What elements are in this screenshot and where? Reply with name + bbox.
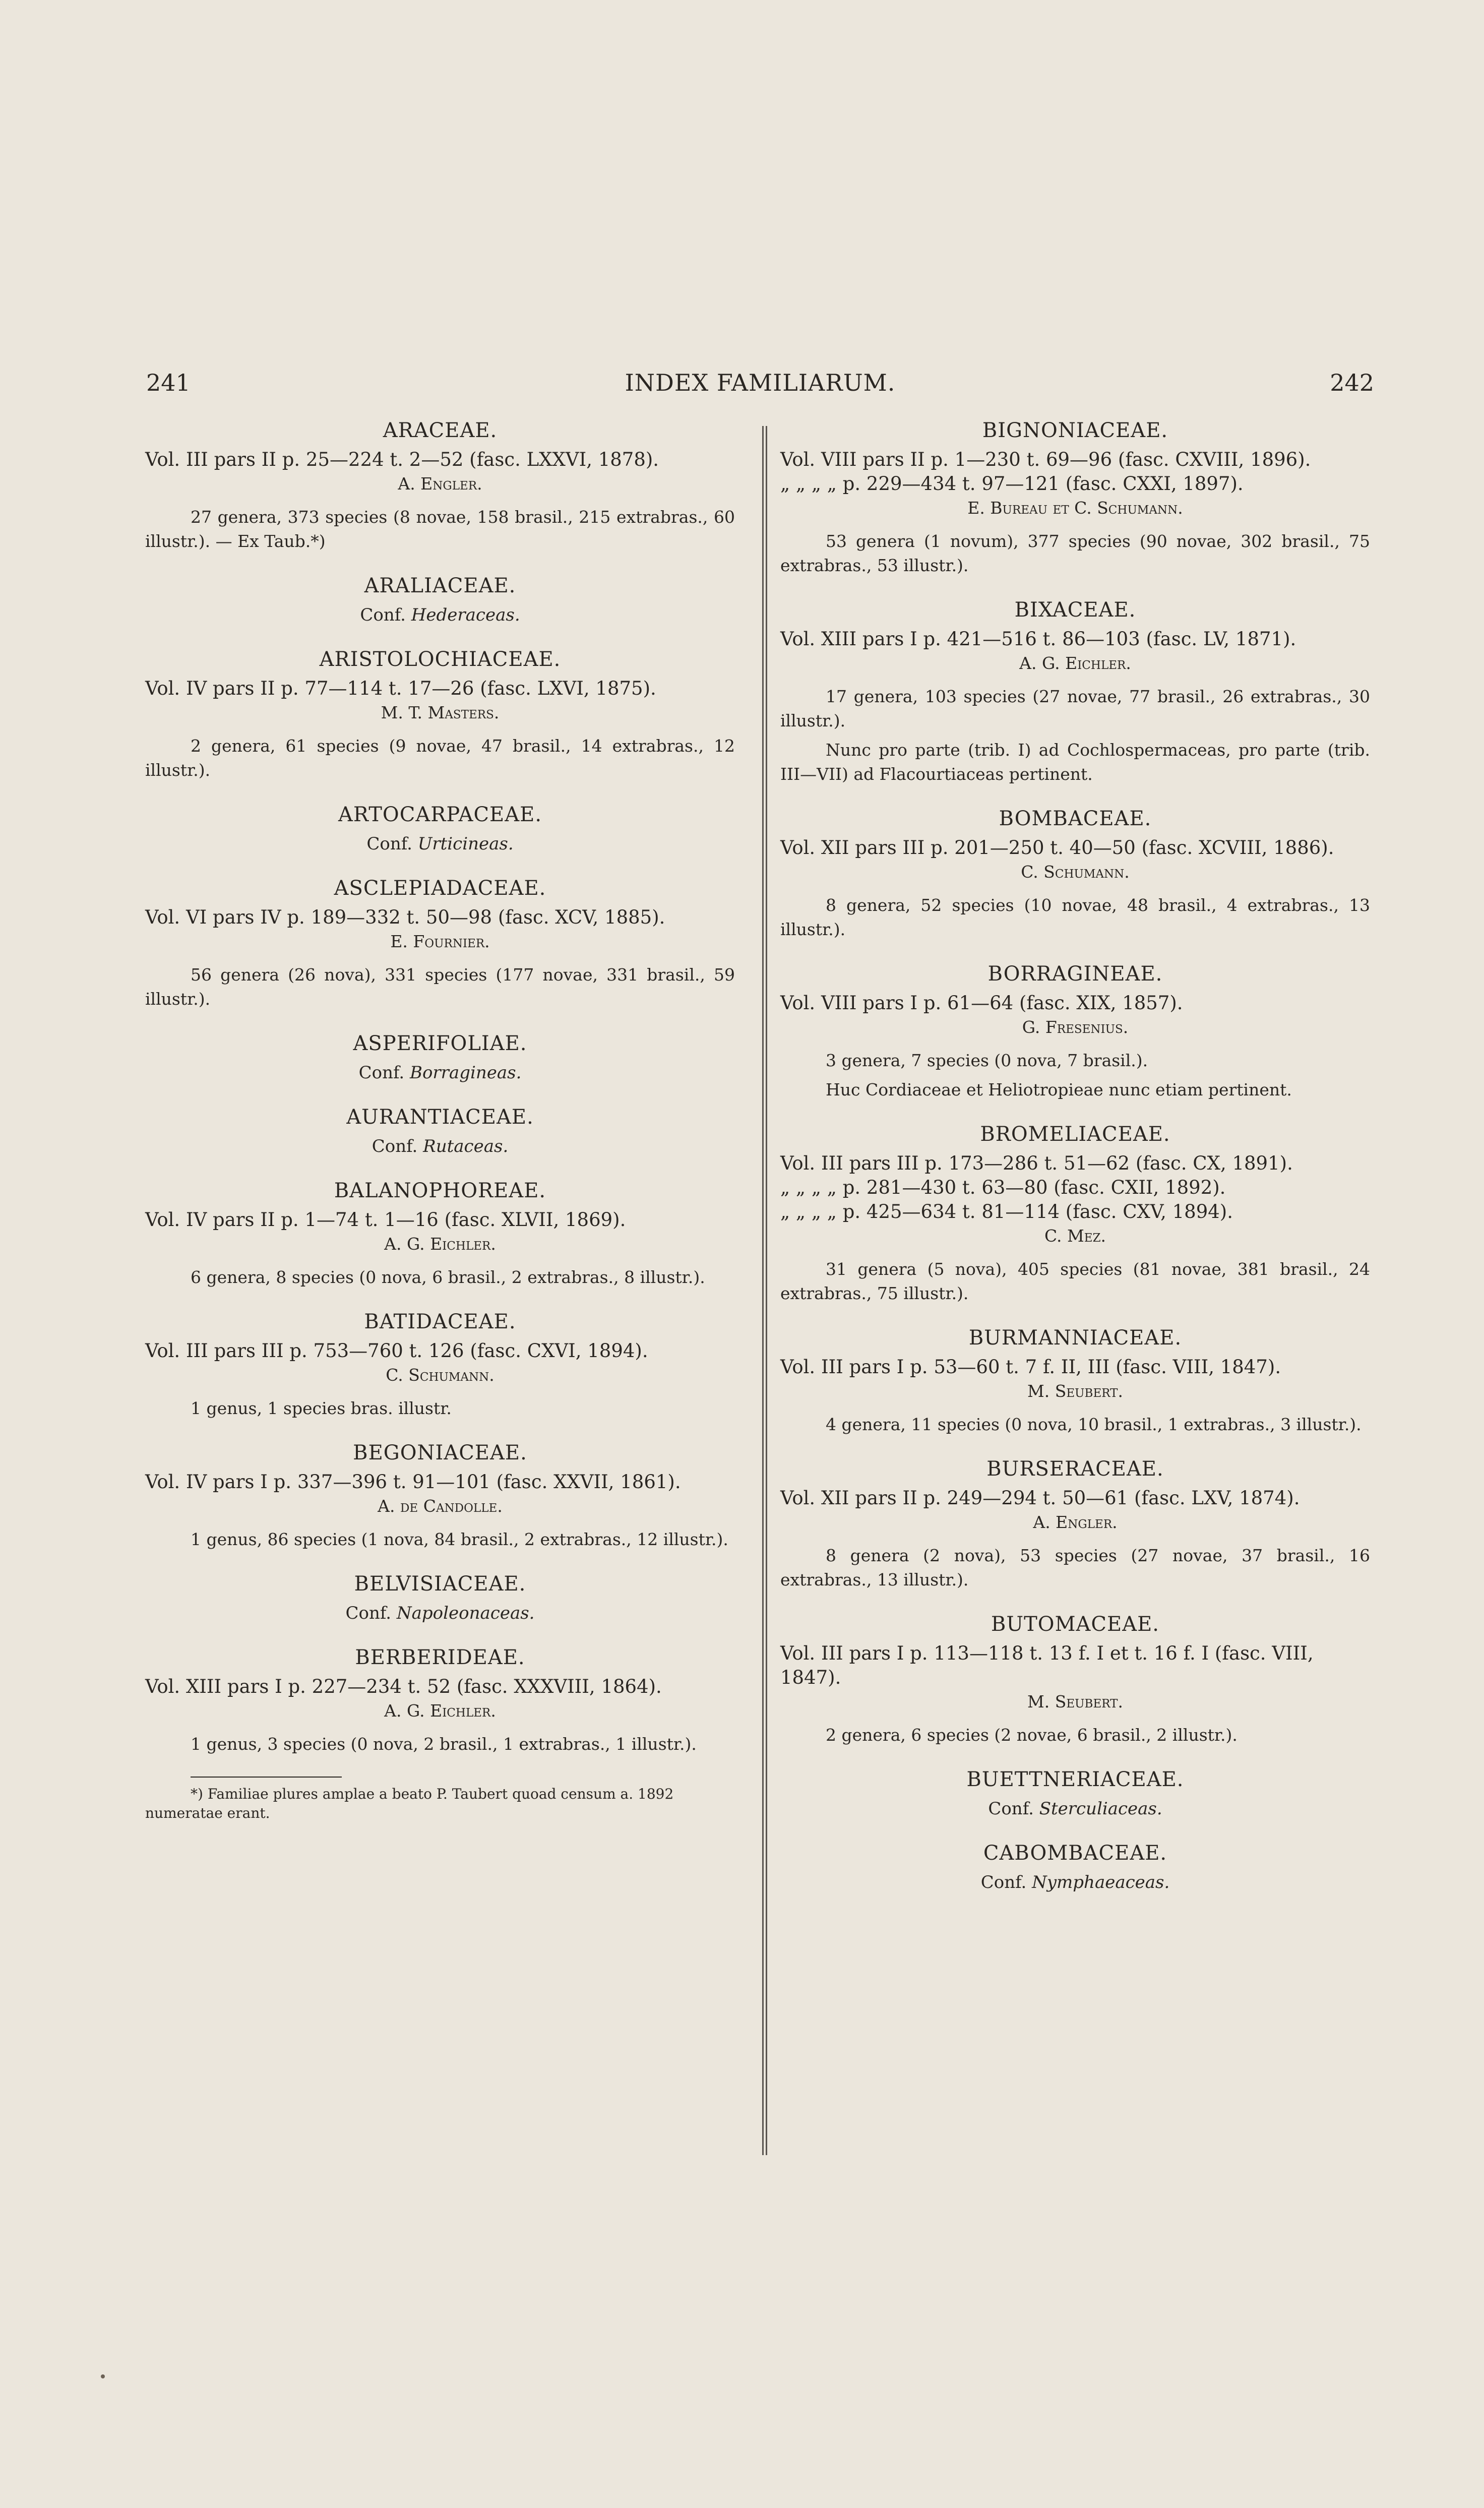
volume-reference: Vol. VIII pars I p. 61—64 (fasc. XIX, 1857).: [780, 992, 1183, 1014]
cross-reference: [145, 832, 735, 856]
family-statistics: 27 genera, 373 species (8 novae, 158 brasil., 215 extrabras., 60 illustr.). — Ex Taub.*): [145, 507, 735, 551]
family-entry: [780, 1612, 1370, 1747]
family-entry: [780, 598, 1370, 786]
family-title: BATIDACEAE.: [364, 1310, 516, 1333]
family-author: A. G. Eichler.: [384, 1701, 496, 1721]
family-entry: [780, 807, 1370, 942]
right-column: [780, 418, 1370, 1915]
family-title: AURANTIACEAE.: [346, 1106, 534, 1129]
family-author: A. G. Eichler.: [1019, 653, 1131, 673]
family-title: BORRAGINEAE.: [987, 962, 1163, 986]
family-entry: [145, 647, 735, 782]
family-entry: [780, 1457, 1370, 1592]
cross-reference: [145, 603, 735, 627]
family-entry: [145, 418, 735, 554]
volume-reference: Vol. IV pars II p. 77—114 t. 17—26 (fasc. LXVI, 1875).: [145, 678, 656, 699]
family-statistics: 31 genera (5 nova), 405 species (81 novae, 381 brasil., 24 extrabras., 75 illustr.).: [780, 1259, 1370, 1303]
cross-reference-target: Borragineas.: [409, 1063, 522, 1083]
conf-prefix: Conf.: [360, 605, 406, 625]
family-entry: [145, 803, 735, 856]
family-entry: [145, 1441, 735, 1552]
family-author: A. G. Eichler.: [384, 1234, 496, 1254]
volume-reference: „ „ „ „ p. 425—634 t. 81—114 (fasc. CXV, 1894).: [780, 1201, 1233, 1222]
family-title: ARALIACEAE.: [364, 574, 516, 597]
family-entry: [145, 1310, 735, 1421]
family-entry: [780, 1767, 1370, 1821]
family-entry: [145, 1572, 735, 1625]
family-author: M. Seubert.: [1027, 1692, 1123, 1711]
cross-reference-target: Hederaceas.: [411, 605, 520, 625]
conf-prefix: Conf.: [358, 1063, 405, 1083]
footnote: *) Familiae plures amplae a beato P. Taubert quoad censum a. 1892 numeratae erant.: [145, 1786, 674, 1821]
family-note: Huc Cordiaceae et Heliotropieae nunc etiam pertinent.: [826, 1080, 1292, 1099]
cross-reference-target: Rutaceas.: [423, 1136, 509, 1156]
family-title: BUETTNERIACEAE.: [966, 1768, 1184, 1791]
family-title: BURSERACEAE.: [986, 1457, 1164, 1481]
cross-reference-target: Sterculiaceas.: [1039, 1799, 1162, 1819]
family-author: M. T. Masters.: [381, 703, 500, 722]
family-statistics: 2 genera, 6 species (2 novae, 6 brasil., 2 illustr.).: [826, 1725, 1238, 1745]
conf-prefix: Conf.: [980, 1872, 1027, 1892]
family-title: BEGONIACEAE.: [353, 1441, 527, 1464]
family-title: BIXACEAE.: [1014, 598, 1136, 622]
cross-reference-target: Nymphaeaceas.: [1032, 1872, 1170, 1892]
family-title: BOMBACEAE.: [999, 807, 1152, 830]
family-entry: [145, 876, 735, 1011]
family-author: M. Seubert.: [1027, 1381, 1123, 1401]
volume-reference: Vol. XIII pars I p. 421—516 t. 86—103 (fasc. LV, 1871).: [780, 628, 1296, 650]
family-author: E. Bureau et C. Schumann.: [967, 498, 1183, 518]
volume-reference: Vol. IV pars I p. 337—396 t. 91—101 (fasc. XXVII, 1861).: [145, 1471, 681, 1493]
family-entry: [145, 574, 735, 627]
family-author: A. Engler.: [398, 474, 482, 494]
page-number-left: 241: [146, 369, 191, 396]
family-statistics: 17 genera, 103 species (27 novae, 77 brasil., 26 extrabras., 30 illustr.).: [780, 687, 1370, 730]
conf-prefix: Conf.: [988, 1799, 1034, 1819]
family-entry: [780, 962, 1370, 1102]
family-title: ARISTOLOCHIACEAE.: [319, 648, 561, 671]
family-statistics: 4 genera, 11 species (0 nova, 10 brasil., 1 extrabras., 3 illustr.).: [826, 1415, 1362, 1434]
family-title: BURMANNIACEAE.: [968, 1326, 1182, 1350]
volume-reference: Vol. III pars I p. 113—118 t. 13 f. I et t. 16 f. I (fasc. VIII, 1847).: [780, 1642, 1314, 1688]
cross-reference-target: Napoleonaceas.: [396, 1603, 535, 1623]
family-author: C. Schumann.: [386, 1365, 494, 1385]
volume-reference: Vol. III pars III p. 753—760 t. 126 (fasc. CXVI, 1894).: [145, 1340, 648, 1362]
family-title: ASPERIFOLIAE.: [353, 1032, 527, 1055]
conf-prefix: Conf.: [345, 1603, 392, 1623]
family-entry: [780, 1841, 1370, 1894]
left-column: [145, 418, 735, 1823]
column-divider: [762, 426, 767, 2155]
cross-reference-target: Urticineas.: [417, 834, 514, 854]
family-statistics: 6 genera, 8 species (0 nova, 6 brasil., 2 extrabras., 8 illustr.).: [191, 1267, 705, 1287]
family-statistics: 56 genera (26 nova), 331 species (177 novae, 331 brasil., 59 illustr.).: [145, 965, 735, 1009]
cross-reference: [780, 1870, 1370, 1894]
family-statistics: 1 genus, 1 species bras. illustr.: [191, 1398, 452, 1418]
family-title: BERBERIDEAE.: [355, 1646, 525, 1669]
cross-reference: [145, 1601, 735, 1625]
family-title: BIGNONIACEAE.: [982, 419, 1168, 442]
family-entry: [780, 1122, 1370, 1306]
family-title: ARTOCARPACEAE.: [338, 803, 542, 826]
volume-reference: Vol. III pars I p. 53—60 t. 7 f. II, III (fasc. VIII, 1847).: [780, 1356, 1281, 1378]
page-number-right: 242: [1330, 369, 1374, 396]
family-statistics: 8 genera, 52 species (10 novae, 48 brasil., 4 extrabras., 13 illustr.).: [780, 895, 1370, 939]
family-entry: [145, 1031, 735, 1085]
family-entry: [145, 1179, 735, 1290]
family-title: BALANOPHOREAE.: [334, 1179, 546, 1202]
volume-reference: „ „ „ „ p. 229—434 t. 97—121 (fasc. CXXI, 1897).: [780, 473, 1244, 495]
family-note: Nunc pro parte (trib. I) ad Cochlospermaceas, pro parte (trib. III—VII) ad Flacourtiaceas pertinent.: [780, 740, 1370, 784]
family-title: CABOMBACEAE.: [983, 1842, 1167, 1865]
cross-reference: [145, 1134, 735, 1158]
family-statistics: 1 genus, 3 species (0 nova, 2 brasil., 1 extrabras., 1 illustr.).: [191, 1734, 697, 1754]
family-entry: [145, 1645, 735, 1756]
conf-prefix: Conf.: [366, 834, 412, 854]
volume-reference: Vol. VI pars IV p. 189—332 t. 50—98 (fasc. XCV, 1885).: [145, 906, 665, 928]
family-statistics: 3 genera, 7 species (0 nova, 7 brasil.).: [826, 1051, 1148, 1070]
family-title: BUTOMACEAE.: [991, 1613, 1160, 1636]
paper-speck: [101, 2374, 105, 2378]
conf-prefix: Conf.: [372, 1136, 418, 1156]
volume-reference: Vol. XIII pars I p. 227—234 t. 52 (fasc. XXXVIII, 1864).: [145, 1676, 662, 1697]
volume-reference: Vol. IV pars II p. 1—74 t. 1—16 (fasc. XLVII, 1869).: [145, 1209, 626, 1231]
page-header: [146, 369, 1374, 404]
volume-reference: „ „ „ „ p. 281—430 t. 63—80 (fasc. CXII, 1892).: [780, 1177, 1226, 1198]
family-author: G. Fresenius.: [1022, 1017, 1129, 1037]
volume-reference: Vol. XII pars III p. 201—250 t. 40—50 (fasc. XCVIII, 1886).: [780, 837, 1334, 859]
family-title: BROMELIACEAE.: [980, 1123, 1170, 1146]
family-title: ASCLEPIADACEAE.: [334, 877, 546, 900]
family-entry: [145, 1105, 735, 1158]
family-author: C. Mez.: [1044, 1226, 1106, 1246]
family-author: A. de Candolle.: [378, 1496, 503, 1516]
family-author: E. Fournier.: [390, 932, 490, 951]
volume-reference: Vol. XII pars II p. 249—294 t. 50—61 (fasc. LXV, 1874).: [780, 1487, 1300, 1509]
family-statistics: 53 genera (1 novum), 377 species (90 novae, 302 brasil., 75 extrabras., 53 illustr.).: [780, 531, 1370, 575]
family-author: A. Engler.: [1033, 1512, 1118, 1532]
family-entry: [780, 1326, 1370, 1437]
footnote-rule: [191, 1777, 342, 1778]
family-entry: [780, 418, 1370, 578]
family-statistics: 8 genera (2 nova), 53 species (27 novae, 37 brasil., 16 extrabras., 13 illustr.).: [780, 1546, 1370, 1589]
family-author: C. Schumann.: [1021, 862, 1130, 882]
family-statistics: 1 genus, 86 species (1 nova, 84 brasil., 2 extrabras., 12 illustr.).: [191, 1530, 728, 1549]
cross-reference: [145, 1061, 735, 1085]
cross-reference: [780, 1797, 1370, 1821]
volume-reference: Vol. VIII pars II p. 1—230 t. 69—96 (fasc. CXVIII, 1896).: [780, 449, 1311, 470]
volume-reference: Vol. III pars II p. 25—224 t. 2—52 (fasc. LXXVI, 1878).: [145, 449, 659, 470]
family-title: BELVISIACEAE.: [354, 1572, 526, 1596]
running-title: INDEX FAMILIARUM.: [625, 369, 896, 396]
volume-reference: Vol. III pars III p. 173—286 t. 51—62 (fasc. CX, 1891).: [780, 1152, 1293, 1174]
family-title: ARACEAE.: [383, 419, 498, 442]
family-statistics: 2 genera, 61 species (9 novae, 47 brasil., 14 extrabras., 12 illustr.).: [145, 736, 735, 780]
